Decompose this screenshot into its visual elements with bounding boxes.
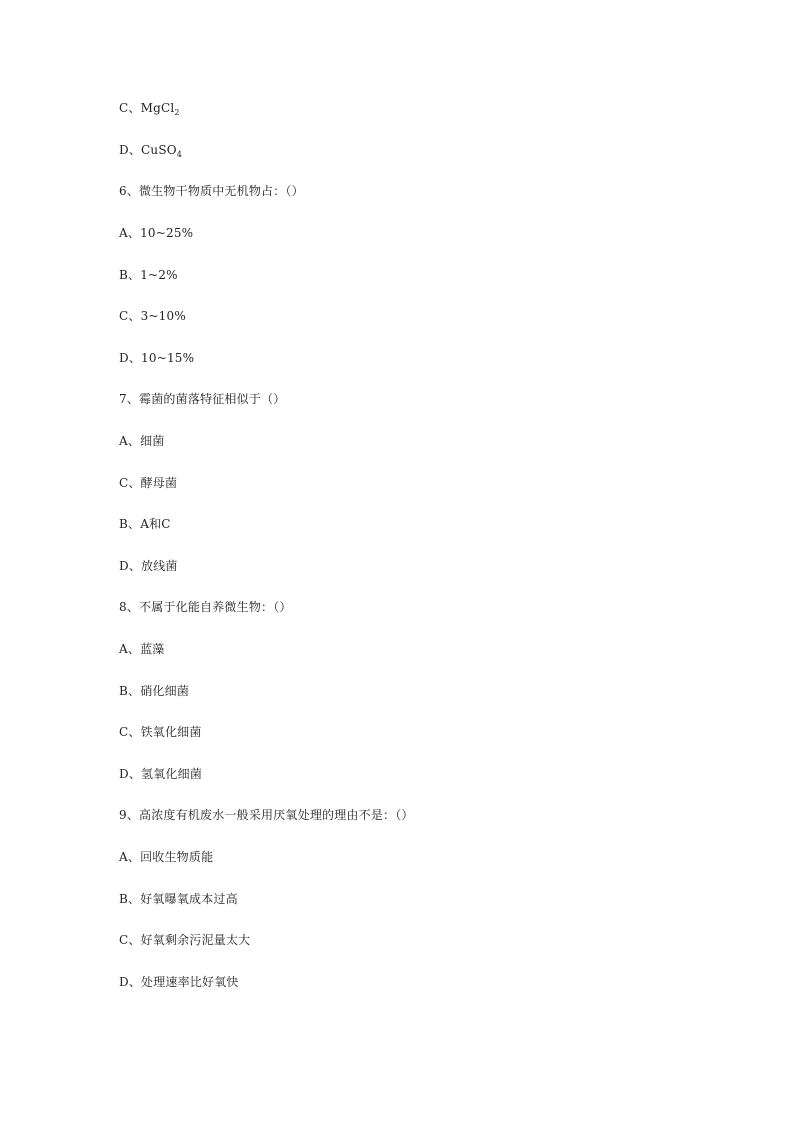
question-7-option-c: C、酵母菌 bbox=[119, 476, 178, 490]
option-text: C、MgCl bbox=[119, 101, 175, 115]
subscript: 2 bbox=[174, 108, 180, 117]
question-9-option-c: C、好氧剩余污泥量太大 bbox=[119, 933, 251, 947]
question-6: 6、微生物干物质中无机物占：（） bbox=[119, 184, 304, 198]
question-8-option-b: B、硝化细菌 bbox=[119, 684, 190, 698]
question-8-option-a: A、蓝藻 bbox=[119, 642, 165, 656]
question-9-option-d: D、处理速率比好氧快 bbox=[119, 975, 239, 989]
option-text: D、CuSO bbox=[119, 143, 177, 157]
question-9-option-a: A、回收生物质能 bbox=[119, 850, 214, 864]
question-8-option-d: D、氢氧化细菌 bbox=[119, 767, 203, 781]
question-6-option-d: D、10~15% bbox=[119, 351, 195, 365]
question-9: 9、高浓度有机废水一般采用厌氧处理的理由不是：（） bbox=[119, 808, 414, 822]
question-6-option-b: B、1~2% bbox=[119, 268, 178, 282]
option-c-mgcl2 bbox=[119, 100, 180, 116]
question-8-option-c: C、铁氧化细菌 bbox=[119, 725, 202, 739]
question-8: 8、不属于化能自养微生物：（） bbox=[119, 600, 292, 614]
question-7-option-a: A、细菌 bbox=[119, 434, 165, 448]
question-7-option-d: D、放线菌 bbox=[119, 559, 178, 573]
question-9-option-b: B、好氧曝氧成本过高 bbox=[119, 892, 238, 906]
question-6-option-c: C、3~10% bbox=[119, 309, 186, 323]
option-d-cuso4 bbox=[119, 142, 182, 158]
subscript: 4 bbox=[176, 150, 183, 159]
question-6-option-a: A、10~25% bbox=[119, 226, 194, 240]
question-7: 7、霉菌的菌落特征相似于（） bbox=[119, 392, 286, 406]
question-7-option-b: B、A和C bbox=[119, 517, 171, 531]
